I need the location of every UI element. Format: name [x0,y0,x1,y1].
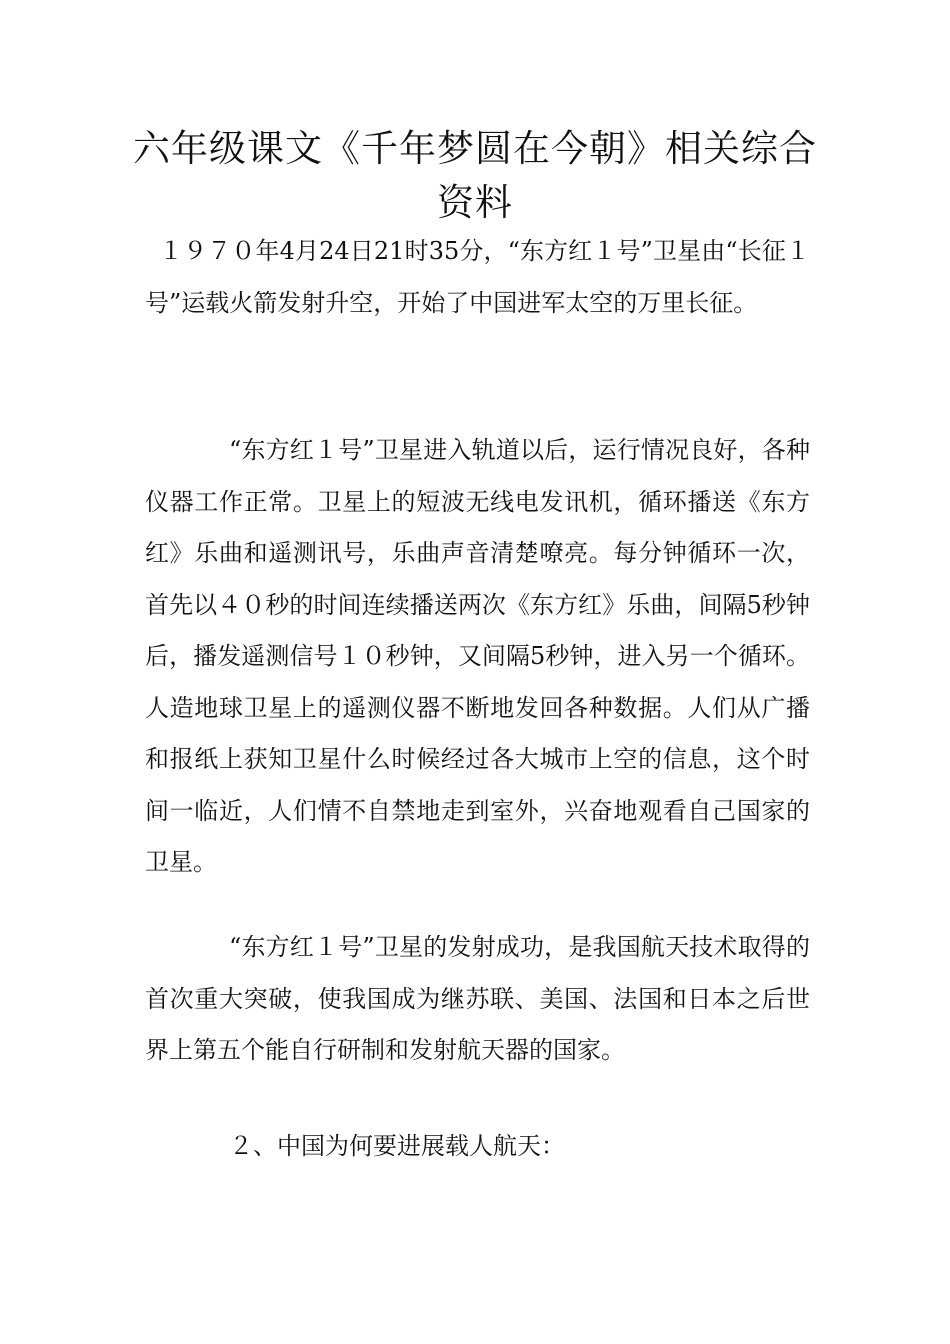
paragraph-satellite-operation: “东方红１号”卫星进入轨道以后，运行情况良好，各种仪器工作正常。卫星上的短波无线电发讯机，循环播送《东方红》乐曲和遥测讯号，乐曲声音清楚嘹亮。每分钟循环一次，首先以４０秒的时间连续播送两次《东方红》乐曲，间隔5秒钟后，播发遥测信号１０秒钟，又间隔5秒钟，进入另一个循环。人造地球卫星上的遥测仪器不断地发回各种数据。人们从广播和报纸上获知卫星什么时候经过各大城市上空的信息，这个时间一临近，人们情不自禁地走到室外，兴奋地观看自己国家的卫星。 [145,436,810,876]
document-title: 六年级课文《千年梦圆在今朝》相关综合资料 [133,127,817,224]
paragraph-launch-significance: “东方红１号”卫星的发射成功，是我国航天技术取得的首次重大突破，使我国成为继苏联、美国、法国和日本之后世界上第五个能自行研制和发射航天器的国家。 [145,933,810,1064]
section-heading-manned-spaceflight: ２、中国为何要进展载人航天： [229,1132,565,1160]
paragraph-launch-date: １９７０年4月24日21时35分，“东方红１号”卫星由“长征１号”运载火箭发射升空，开始了中国进军太空的万里长征。 [145,237,810,317]
